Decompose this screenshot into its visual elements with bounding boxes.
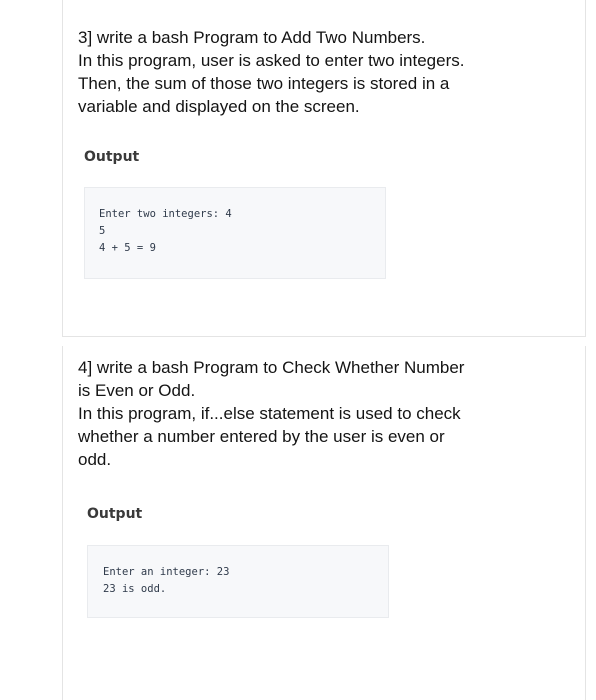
output-box-1 bbox=[84, 187, 386, 279]
output-box-2 bbox=[87, 545, 389, 618]
output-code-1 bbox=[99, 206, 232, 257]
output-1-line-2: 5 bbox=[99, 225, 106, 237]
output-2-line-1: Enter an integer: 23 bbox=[103, 566, 230, 578]
question-3-text bbox=[78, 26, 548, 118]
output-1-line-3: 4 + 5 = 9 bbox=[99, 242, 156, 254]
question-3-line-3: Then, the sum of those two integers is stored in a bbox=[78, 74, 450, 93]
question-4-line-3: In this program, if...else statement is used to check bbox=[78, 404, 461, 423]
question-4-line-5: odd. bbox=[78, 450, 112, 469]
output-1-line-1: Enter two integers: 4 bbox=[99, 208, 232, 220]
question-4-line-1: 4] write a bash Program to Check Whether Number bbox=[78, 358, 465, 377]
question-3-line-2: In this program, user is asked to enter two integers. bbox=[78, 51, 465, 70]
output-label-2: Output bbox=[87, 506, 143, 522]
question-4-line-4: whether a number entered by the user is even or bbox=[78, 427, 445, 446]
question-4-text bbox=[78, 356, 538, 471]
question-3-line-1: 3] write a bash Program to Add Two Numbers. bbox=[78, 28, 426, 47]
output-code-2 bbox=[103, 564, 229, 598]
question-3-line-4: variable and displayed on the screen. bbox=[78, 97, 360, 116]
output-2-line-2: 23 is odd. bbox=[103, 583, 167, 595]
question-4-line-2: is Even or Odd. bbox=[78, 381, 196, 400]
output-label-1: Output bbox=[84, 149, 140, 165]
